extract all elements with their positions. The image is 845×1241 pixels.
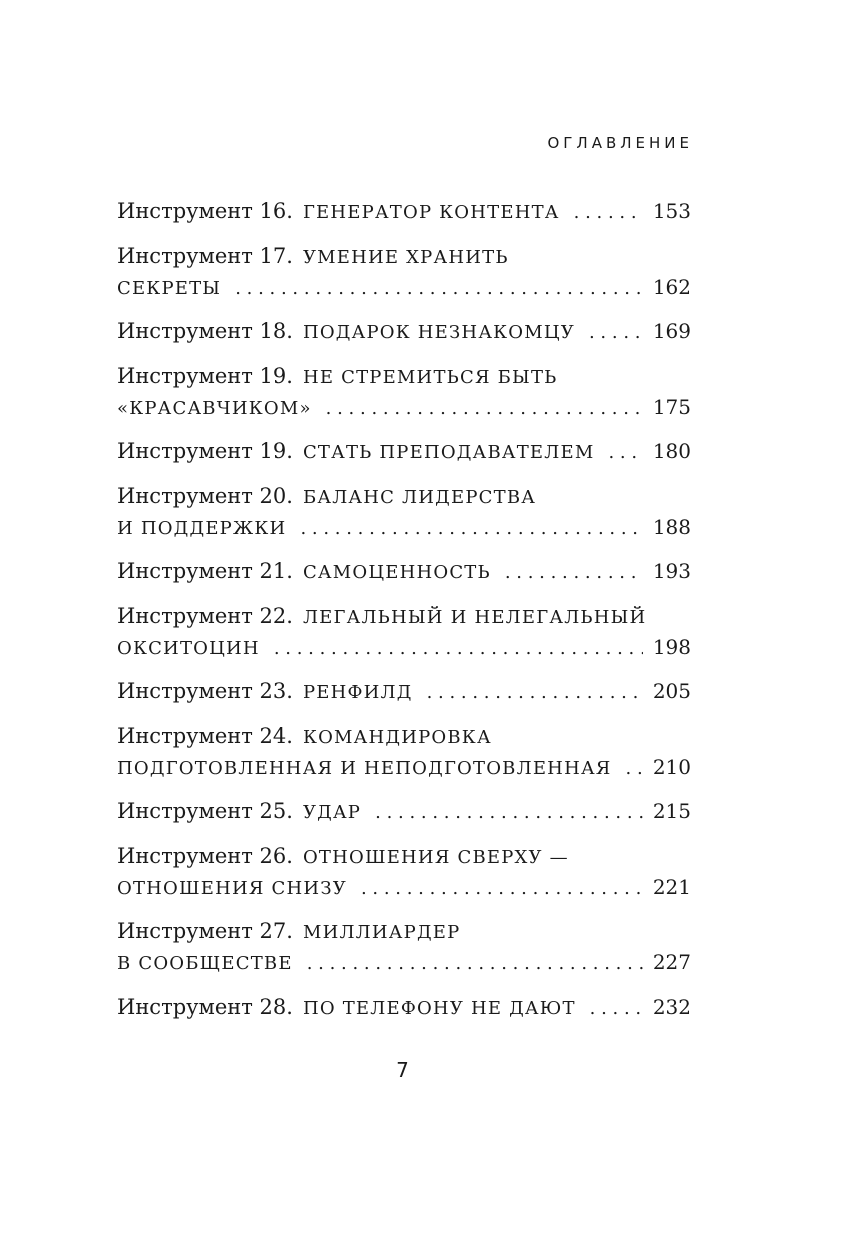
toc-entry-title: СЕКРЕТЫ: [117, 277, 222, 299]
toc-entry[interactable]: [117, 361, 691, 423]
dot-leader: [574, 197, 643, 228]
toc-entry-prefix: Инструмент 19.: [117, 439, 293, 463]
toc-entry-title: ОКСИТОЦИН: [117, 637, 260, 659]
toc-line: [117, 872, 691, 903]
toc-line: [117, 241, 691, 272]
toc-entry-prefix: Инструмент 28.: [117, 994, 293, 1019]
toc-entry-title: ГЕНЕРАТОР КОНТЕНТА: [302, 202, 560, 223]
toc-entry-title: ПОДАРОК НЕЗНАКОМЦУ: [302, 322, 575, 343]
toc-entry-title: НЕ СТРЕМИТЬСЯ БЫТЬ: [302, 366, 558, 388]
toc-entry-title: СТАТЬ ПРЕПОДАВАТЕЛЕМ: [302, 442, 595, 463]
dot-leader: [505, 557, 643, 588]
toc-entry-page-number: 162: [652, 274, 691, 299]
toc-entry-title: ПО ТЕЛЕФОНУ НЕ ДАЮТ: [302, 997, 576, 1019]
toc-entry-title: ОТНОШЕНИЯ СВЕРХУ —: [302, 846, 569, 868]
dot-leader: [300, 513, 642, 544]
toc-entry-title: САМОЦЕННОСТЬ: [302, 562, 491, 583]
dot-leader: [361, 873, 643, 904]
toc-entry[interactable]: [117, 796, 691, 827]
toc-line: [117, 676, 691, 707]
toc-line: [117, 721, 691, 752]
dot-leader: [427, 677, 643, 708]
toc-entry-prefix: Инструмент 16.: [117, 199, 293, 223]
dot-leader: [590, 993, 643, 1024]
toc-entry-prefix: Инструмент 19.: [117, 363, 293, 388]
toc-entry-page-number: 227: [652, 950, 691, 974]
table-of-contents: [117, 196, 691, 1036]
toc-line: [117, 392, 691, 423]
toc-line: [117, 752, 691, 783]
dot-leader: [326, 393, 643, 424]
toc-entry-title: «КРАСАВЧИКОМ»: [117, 397, 312, 419]
dot-leader: [375, 797, 643, 828]
toc-entry-title: ОТНОШЕНИЯ СНИЗУ: [117, 877, 347, 899]
toc-entry[interactable]: [117, 196, 691, 227]
toc-entry[interactable]: [117, 841, 691, 903]
toc-entry-prefix: Инструмент 21.: [117, 559, 293, 583]
toc-entry-prefix: Инструмент 20.: [117, 483, 293, 508]
toc-entry-page-number: 180: [652, 439, 691, 463]
toc-entry-page-number: 232: [652, 994, 691, 1019]
toc-entry-title: УМЕНИЕ ХРАНИТЬ: [302, 246, 509, 268]
toc-entry-page-number: 175: [652, 394, 691, 419]
toc-entry-title: ЛЕГАЛЬНЫЙ И НЕЛЕГАЛЬНЫЙ: [302, 606, 647, 628]
toc-entry-title: ПОДГОТОВЛЕННАЯ И НЕПОДГОТОВЛЕННАЯ: [117, 757, 612, 779]
dot-leader: [235, 273, 643, 304]
dot-leader: [608, 437, 642, 468]
toc-entry-prefix: Инструмент 17.: [117, 243, 293, 268]
toc-entry-page-number: 188: [652, 514, 691, 539]
toc-entry-title: УДАР: [302, 802, 362, 823]
toc-line: [117, 916, 691, 947]
toc-entry-prefix: Инструмент 25.: [117, 799, 293, 823]
toc-line: [117, 272, 691, 303]
toc-line: [117, 601, 691, 632]
toc-line: [117, 947, 691, 978]
toc-entry-prefix: Инструмент 27.: [117, 919, 293, 943]
toc-entry-page-number: 198: [652, 634, 691, 659]
toc-entry[interactable]: [117, 241, 691, 303]
toc-entry-title: КОМАНДИРОВКА: [302, 726, 492, 748]
toc-entry-title: МИЛЛИАРДЕР: [302, 922, 461, 943]
toc-entry-page-number: 215: [652, 799, 691, 823]
toc-line: [117, 512, 691, 543]
dot-leader: [626, 753, 643, 784]
toc-entry-prefix: Инструмент 23.: [117, 679, 293, 703]
toc-entry[interactable]: [117, 316, 691, 347]
toc-line: [117, 796, 691, 827]
toc-entry-title: В СООБЩЕСТВЕ: [117, 953, 293, 974]
toc-entry-page-number: 210: [652, 754, 691, 779]
toc-entry[interactable]: [117, 556, 691, 587]
page-number: 7: [396, 1058, 409, 1082]
dot-leader: [589, 317, 643, 348]
toc-entry-page-number: 221: [652, 874, 691, 899]
toc-entry[interactable]: [117, 916, 691, 978]
toc-entry-title: РЕНФИЛД: [302, 682, 413, 703]
toc-line: [117, 316, 691, 347]
toc-entry-page-number: 169: [652, 319, 691, 343]
toc-entry[interactable]: [117, 481, 691, 543]
toc-entry[interactable]: [117, 436, 691, 467]
running-head: ОГЛАВЛЕНИЕ: [547, 134, 693, 152]
toc-entry[interactable]: [117, 601, 691, 663]
dot-leader: [307, 948, 643, 979]
dot-leader: [274, 633, 643, 664]
toc-line: [117, 632, 691, 663]
toc-entry-page-number: 153: [652, 199, 691, 223]
toc-entry-title: БАЛАНС ЛИДЕРСТВА: [302, 486, 537, 508]
toc-entry[interactable]: [117, 992, 691, 1023]
toc-line: [117, 436, 691, 467]
toc-entry[interactable]: [117, 676, 691, 707]
toc-entry-prefix: Инструмент 24.: [117, 723, 293, 748]
toc-line: [117, 992, 691, 1023]
toc-entry-prefix: Инструмент 26.: [117, 843, 293, 868]
toc-line: [117, 481, 691, 512]
toc-entry-page-number: 205: [652, 679, 691, 703]
toc-line: [117, 841, 691, 872]
toc-entry-prefix: Инструмент 18.: [117, 319, 293, 343]
toc-entry[interactable]: [117, 721, 691, 783]
toc-entry-title: И ПОДДЕРЖКИ: [117, 517, 287, 539]
toc-line: [117, 361, 691, 392]
toc-entry-prefix: Инструмент 22.: [117, 603, 293, 628]
toc-line: [117, 196, 691, 227]
toc-entry-page-number: 193: [652, 559, 691, 583]
toc-line: [117, 556, 691, 587]
